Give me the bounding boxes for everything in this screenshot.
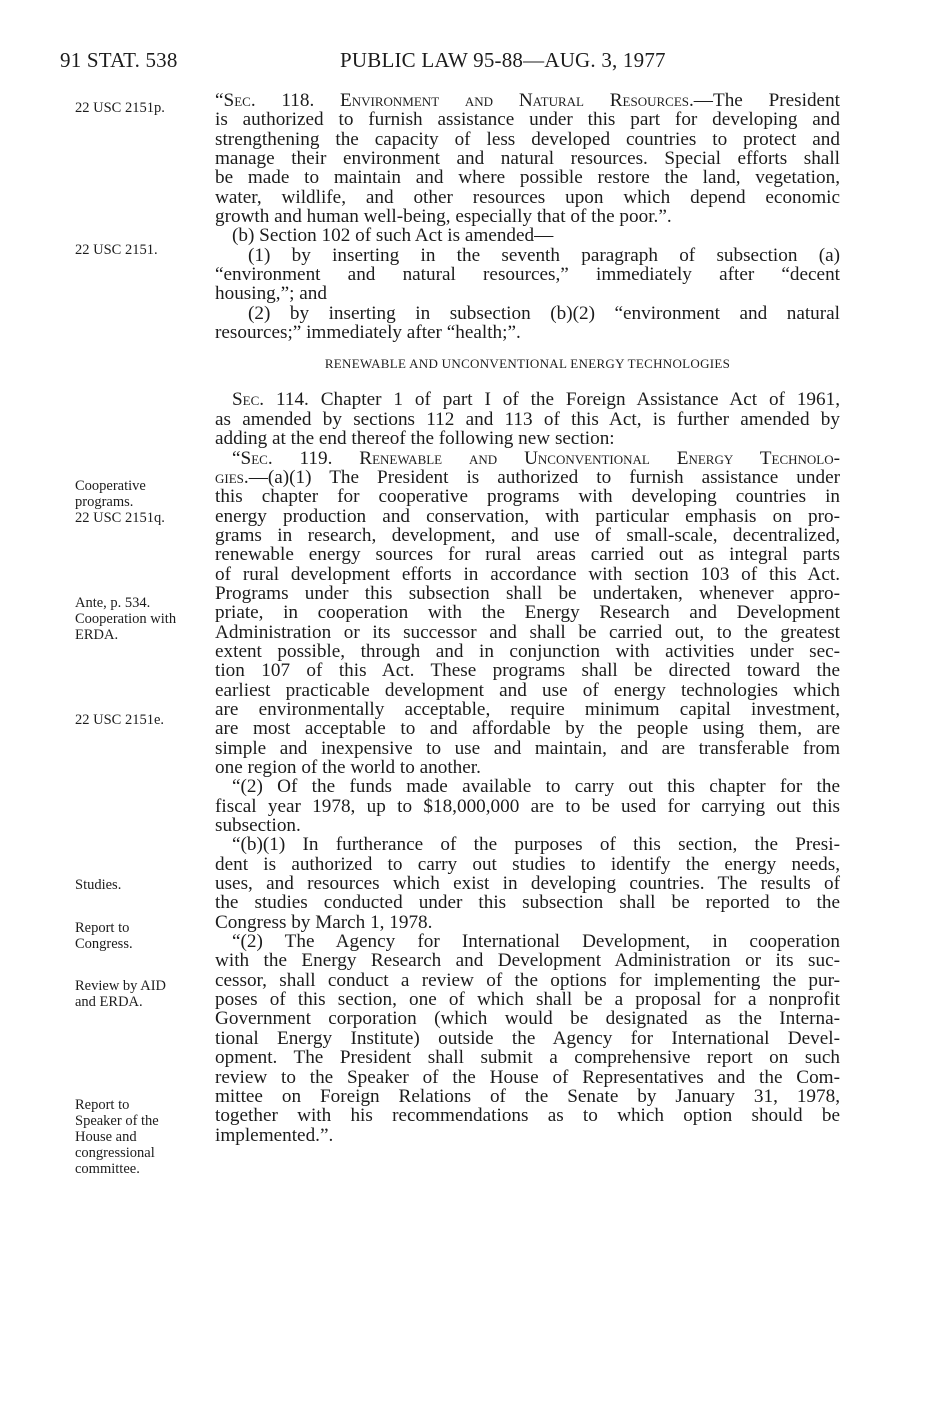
margin-note-report-congress: [75, 920, 205, 952]
text-line: poses of this section, one of which shall be a proposal for a nonprofit: [215, 989, 840, 1011]
margin-note-line: Cooperation with: [75, 611, 177, 627]
text-line: Programs under this subsection shall be undertaken, whenever appro-: [215, 582, 840, 604]
paragraph: [215, 835, 840, 932]
text-line: gies.—(a)(1) The President is authorized to furnish assistance under: [215, 466, 840, 488]
text-line: implemented.”.: [215, 1124, 334, 1146]
text-line: be made to maintain and where possible restore the land, vegetation,: [215, 167, 840, 189]
text-line: (2) by inserting in subsection (b)(2) “environment and natural: [248, 302, 840, 324]
text-line: water, wildlife, and other resources upon which depend economic: [215, 186, 840, 208]
margin-note-usc-2151e: [75, 712, 205, 728]
margin-note-line: ERDA.: [75, 627, 119, 643]
margin-note-line: Report to: [75, 920, 130, 936]
text-line: fiscal year 1978, up to $18,000,000 are to be used for carrying out this: [215, 795, 840, 817]
text-line: priate, in cooperation with the Energy Research and Development: [215, 602, 840, 624]
paragraph: [215, 449, 840, 778]
text-line: mittee on Foreign Relations of the Senate by January 31, 1978,: [215, 1085, 840, 1107]
margin-note-ante: [75, 595, 205, 643]
text-line: opment. The President shall submit a comprehensive report on such: [215, 1047, 840, 1069]
text-line: growth and human well-being, especially that of the poor.”.: [215, 206, 672, 228]
margin-note-line: 22 USC 2151.: [75, 242, 158, 258]
margin-note-cooperative-programs: [75, 478, 205, 526]
text-line: strengthening the capacity of less developed countries to protect and: [215, 128, 840, 150]
margin-note-line: and ERDA.: [75, 994, 143, 1010]
margin-note-line: Studies.: [75, 877, 122, 893]
text-line: Sec. 114. Chapter 1 of part I of the Foreign Assistance Act of 1961,: [232, 389, 840, 411]
margin-note-usc-2151p: [75, 100, 205, 116]
text-line: Congress by March 1, 1978.: [215, 911, 433, 933]
paragraph: [215, 304, 840, 343]
text-line: of rural development efforts in accordance with section 103 of this Act.: [215, 563, 840, 585]
paragraph: [215, 246, 840, 304]
text-line: are most acceptable to and affordable by the people using them, are: [215, 718, 840, 740]
text-line: simple and inexpensive to use and maintain, and are transferable from: [215, 737, 840, 759]
text-line: manage their environment and natural resources. Special efforts shall: [215, 148, 840, 170]
text-line: “Sec. 119. Renewable and Unconventional Energy Technolo-: [232, 447, 840, 469]
paragraph: [215, 932, 840, 1145]
margin-note-line: programs.: [75, 494, 134, 510]
margin-note-review: [75, 978, 205, 1010]
text-line: subsection.: [215, 815, 301, 837]
margin-note-line: Review by AID: [75, 978, 167, 994]
running-header: PUBLIC LAW 95-88—AUG. 3, 1977: [340, 48, 666, 72]
text-line: as amended by sections 112 and 113 of this Act, is further amended by: [215, 408, 840, 430]
text-line: “(b)(1) In furtherance of the purposes of this section, the Presi-: [232, 834, 840, 856]
text-line: housing,”; and: [215, 283, 327, 305]
text-line: Administration or its successor and shall be carried out, to the greatest: [215, 621, 840, 643]
margin-note-report-speaker: [75, 1097, 205, 1177]
text-line: extent possible, through and in conjunction with activities under sec-: [215, 640, 840, 662]
text-line: grams in research, development, and use of small-scale, decentralized,: [215, 524, 840, 546]
text-line: “Sec. 118. Environment and Natural Resources.—The President: [215, 90, 840, 111]
margin-note-line: 22 USC 2151q.: [75, 510, 165, 526]
text-line: dent is authorized to carry out studies to identify the energy needs,: [215, 853, 840, 875]
text-line: with the Energy Research and Development Administration or its suc-: [215, 950, 840, 972]
paragraph: [215, 390, 840, 448]
margin-note-line: Ante, p. 534.: [75, 595, 151, 611]
text-line: “environment and natural resources,” immediately after “decent: [215, 264, 840, 286]
text-line: energy production and conservation, with particular emphasis on pro-: [215, 505, 840, 527]
text-line: uses, and resources which exist in developing countries. The results of: [215, 873, 840, 895]
text-line: cessor, shall conduct a review of the options for implementing the pur-: [215, 969, 840, 991]
text-line: together with his recommendations as to which option should be: [215, 1105, 840, 1127]
text-line: resources;” immediately after “health;”.: [215, 322, 521, 344]
text-line: Government corporation (which would be designated as the Interna-: [215, 1008, 840, 1030]
margin-note-line: congressional: [75, 1145, 155, 1161]
text-line: are environmentally acceptable, require minimum capital investment,: [215, 698, 840, 720]
margin-note-line: committee.: [75, 1161, 140, 1177]
text-line: (b) Section 102 of such Act is amended—: [232, 225, 554, 247]
body-text: [215, 91, 840, 1145]
margin-note-line: 22 USC 2151p.: [75, 100, 165, 116]
text-line: the studies conducted under this subsection shall be reported to the: [215, 892, 840, 914]
text-line: review to the Speaker of the House of Representatives and the Com-: [215, 1066, 840, 1088]
text-line: one region of the world to another.: [215, 757, 481, 778]
text-line: “(2) Of the funds made available to carry out this chapter for the: [232, 776, 840, 798]
text-line: “(2) The Agency for International Development, in cooperation: [232, 931, 840, 953]
text-line: this chapter for cooperative programs with developing countries in: [215, 486, 840, 508]
text-line: renewable energy sources for rural areas carried out as integral parts: [215, 544, 840, 566]
text-line: adding at the end thereof the following new section:: [215, 428, 615, 450]
margin-note-studies: [75, 877, 205, 893]
text-line: is authorized to furnish assistance under this part for developing and: [215, 109, 840, 131]
paragraph: [215, 777, 840, 835]
text-line: earliest practicable development and use of energy technologies which: [215, 679, 840, 701]
margin-note-line: Report to: [75, 1097, 130, 1113]
margin-note-line: Speaker of the: [75, 1113, 159, 1129]
section-heading: RENEWABLE AND UNCONVENTIONAL ENERGY TECHNOLOGIES: [324, 356, 731, 372]
margin-note-line: Cooperative: [75, 478, 146, 494]
margin-note-line: House and: [75, 1129, 137, 1145]
paragraph: [215, 91, 840, 226]
margin-note-usc-2151: [75, 242, 205, 258]
text-line: tion 107 of this Act. These programs shall be directed toward the: [215, 660, 840, 682]
text-line: tional Energy Institute) outside the Agency for International Devel-: [215, 1027, 840, 1049]
text-line: (1) by inserting in the seventh paragraph of subsection (a): [248, 244, 840, 266]
margin-note-line: 22 USC 2151e.: [75, 712, 165, 728]
page-citation: 91 STAT. 538: [60, 48, 178, 72]
margin-note-line: Congress.: [75, 936, 133, 952]
paragraph: [215, 226, 840, 245]
